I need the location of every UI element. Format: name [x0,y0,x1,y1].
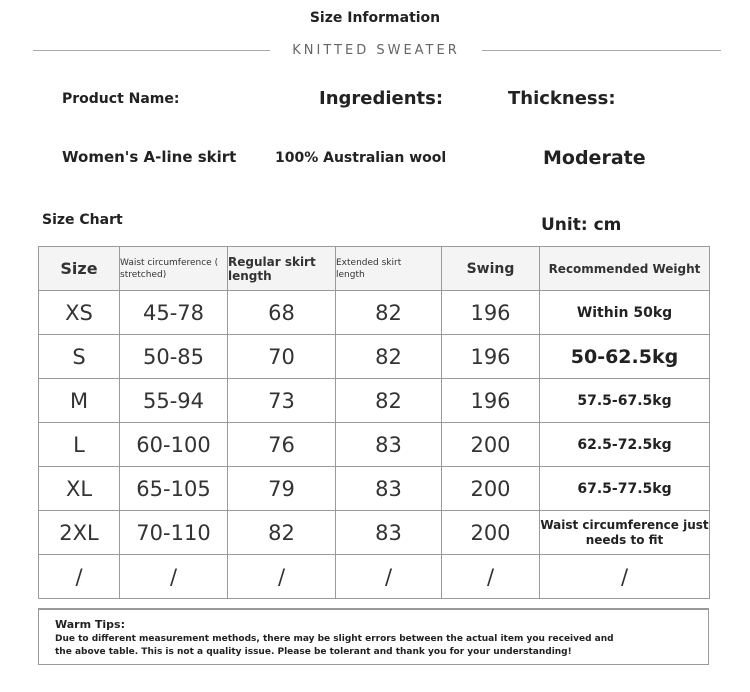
header-waist: Waist circumference ( stretched) [120,247,228,291]
warm-tips-title: Warm Tips: [55,618,125,631]
table-row [39,379,710,423]
thickness-label: Thickness: [508,88,616,109]
cell-waist: 55-94 [120,379,228,423]
cell-swing: 200 [442,423,540,467]
product-name-value: Women's A-line skirt [62,148,237,166]
divider-left [33,50,270,51]
warm-tips-line-2: the above table. This is not a quality issue. Please be tolerant and thank you for your understanding! [55,647,572,657]
cell-regular: 76 [228,423,336,467]
table-row [39,423,710,467]
warm-tips-box [38,608,709,665]
table-row [39,555,710,599]
cell-weight: 57.5-67.5kg [540,379,710,423]
cell-swing: / [442,555,540,599]
cell-regular: 70 [228,335,336,379]
size-chart-title: Size Chart [42,212,123,228]
table-header-row [39,247,710,291]
cell-swing: 196 [442,335,540,379]
cell-extended: 83 [336,511,442,555]
product-name-label: Product Name: [62,91,180,107]
table-row [39,291,710,335]
cell-swing: 200 [442,511,540,555]
cell-swing: 196 [442,291,540,335]
unit-label: Unit: cm [541,215,622,235]
cell-extended: 82 [336,291,442,335]
cell-swing: 196 [442,379,540,423]
cell-extended: 83 [336,423,442,467]
cell-extended: 82 [336,379,442,423]
cell-size: XS [39,291,120,335]
cell-swing: 200 [442,467,540,511]
cell-extended: 83 [336,467,442,511]
cell-waist: 70-110 [120,511,228,555]
header-swing: Swing [442,247,540,291]
cell-extended: / [336,555,442,599]
cell-size: / [39,555,120,599]
cell-extended: 82 [336,335,442,379]
cell-regular: 82 [228,511,336,555]
page-subtitle: KNITTED SWEATER [292,43,460,58]
cell-weight: 67.5-77.5kg [540,467,710,511]
ingredients-label: Ingredients: [319,88,444,109]
cell-size: L [39,423,120,467]
header-size: Size [39,247,120,291]
header-extended-length: Extended skirt length [336,247,442,291]
cell-weight: Within 50kg [540,291,710,335]
cell-waist: 65-105 [120,467,228,511]
table-row [39,335,710,379]
size-table [38,246,710,599]
cell-waist: / [120,555,228,599]
header-recommended-weight: Recommended Weight [540,247,710,291]
table-row [39,511,710,555]
cell-regular: 79 [228,467,336,511]
thickness-value: Moderate [543,147,646,169]
warm-tips-line-1: Due to different measurement methods, there may be slight errors between the actual item you received and [55,634,614,644]
ingredients-value: 100% Australian wool [275,150,447,166]
cell-regular: 68 [228,291,336,335]
page-title: Size Information [309,10,441,26]
cell-size: XL [39,467,120,511]
cell-size: M [39,379,120,423]
header-regular-length: Regular skirt length [228,247,336,291]
cell-weight: Waist circumference just needs to fit [540,511,710,555]
cell-size: S [39,335,120,379]
cell-regular: / [228,555,336,599]
cell-size: 2XL [39,511,120,555]
cell-waist: 60-100 [120,423,228,467]
cell-waist: 45-78 [120,291,228,335]
cell-waist: 50-85 [120,335,228,379]
cell-weight: 62.5-72.5kg [540,423,710,467]
cell-weight: 50-62.5kg [540,335,710,379]
divider-right [482,50,721,51]
cell-weight: / [540,555,710,599]
cell-regular: 73 [228,379,336,423]
table-row [39,467,710,511]
